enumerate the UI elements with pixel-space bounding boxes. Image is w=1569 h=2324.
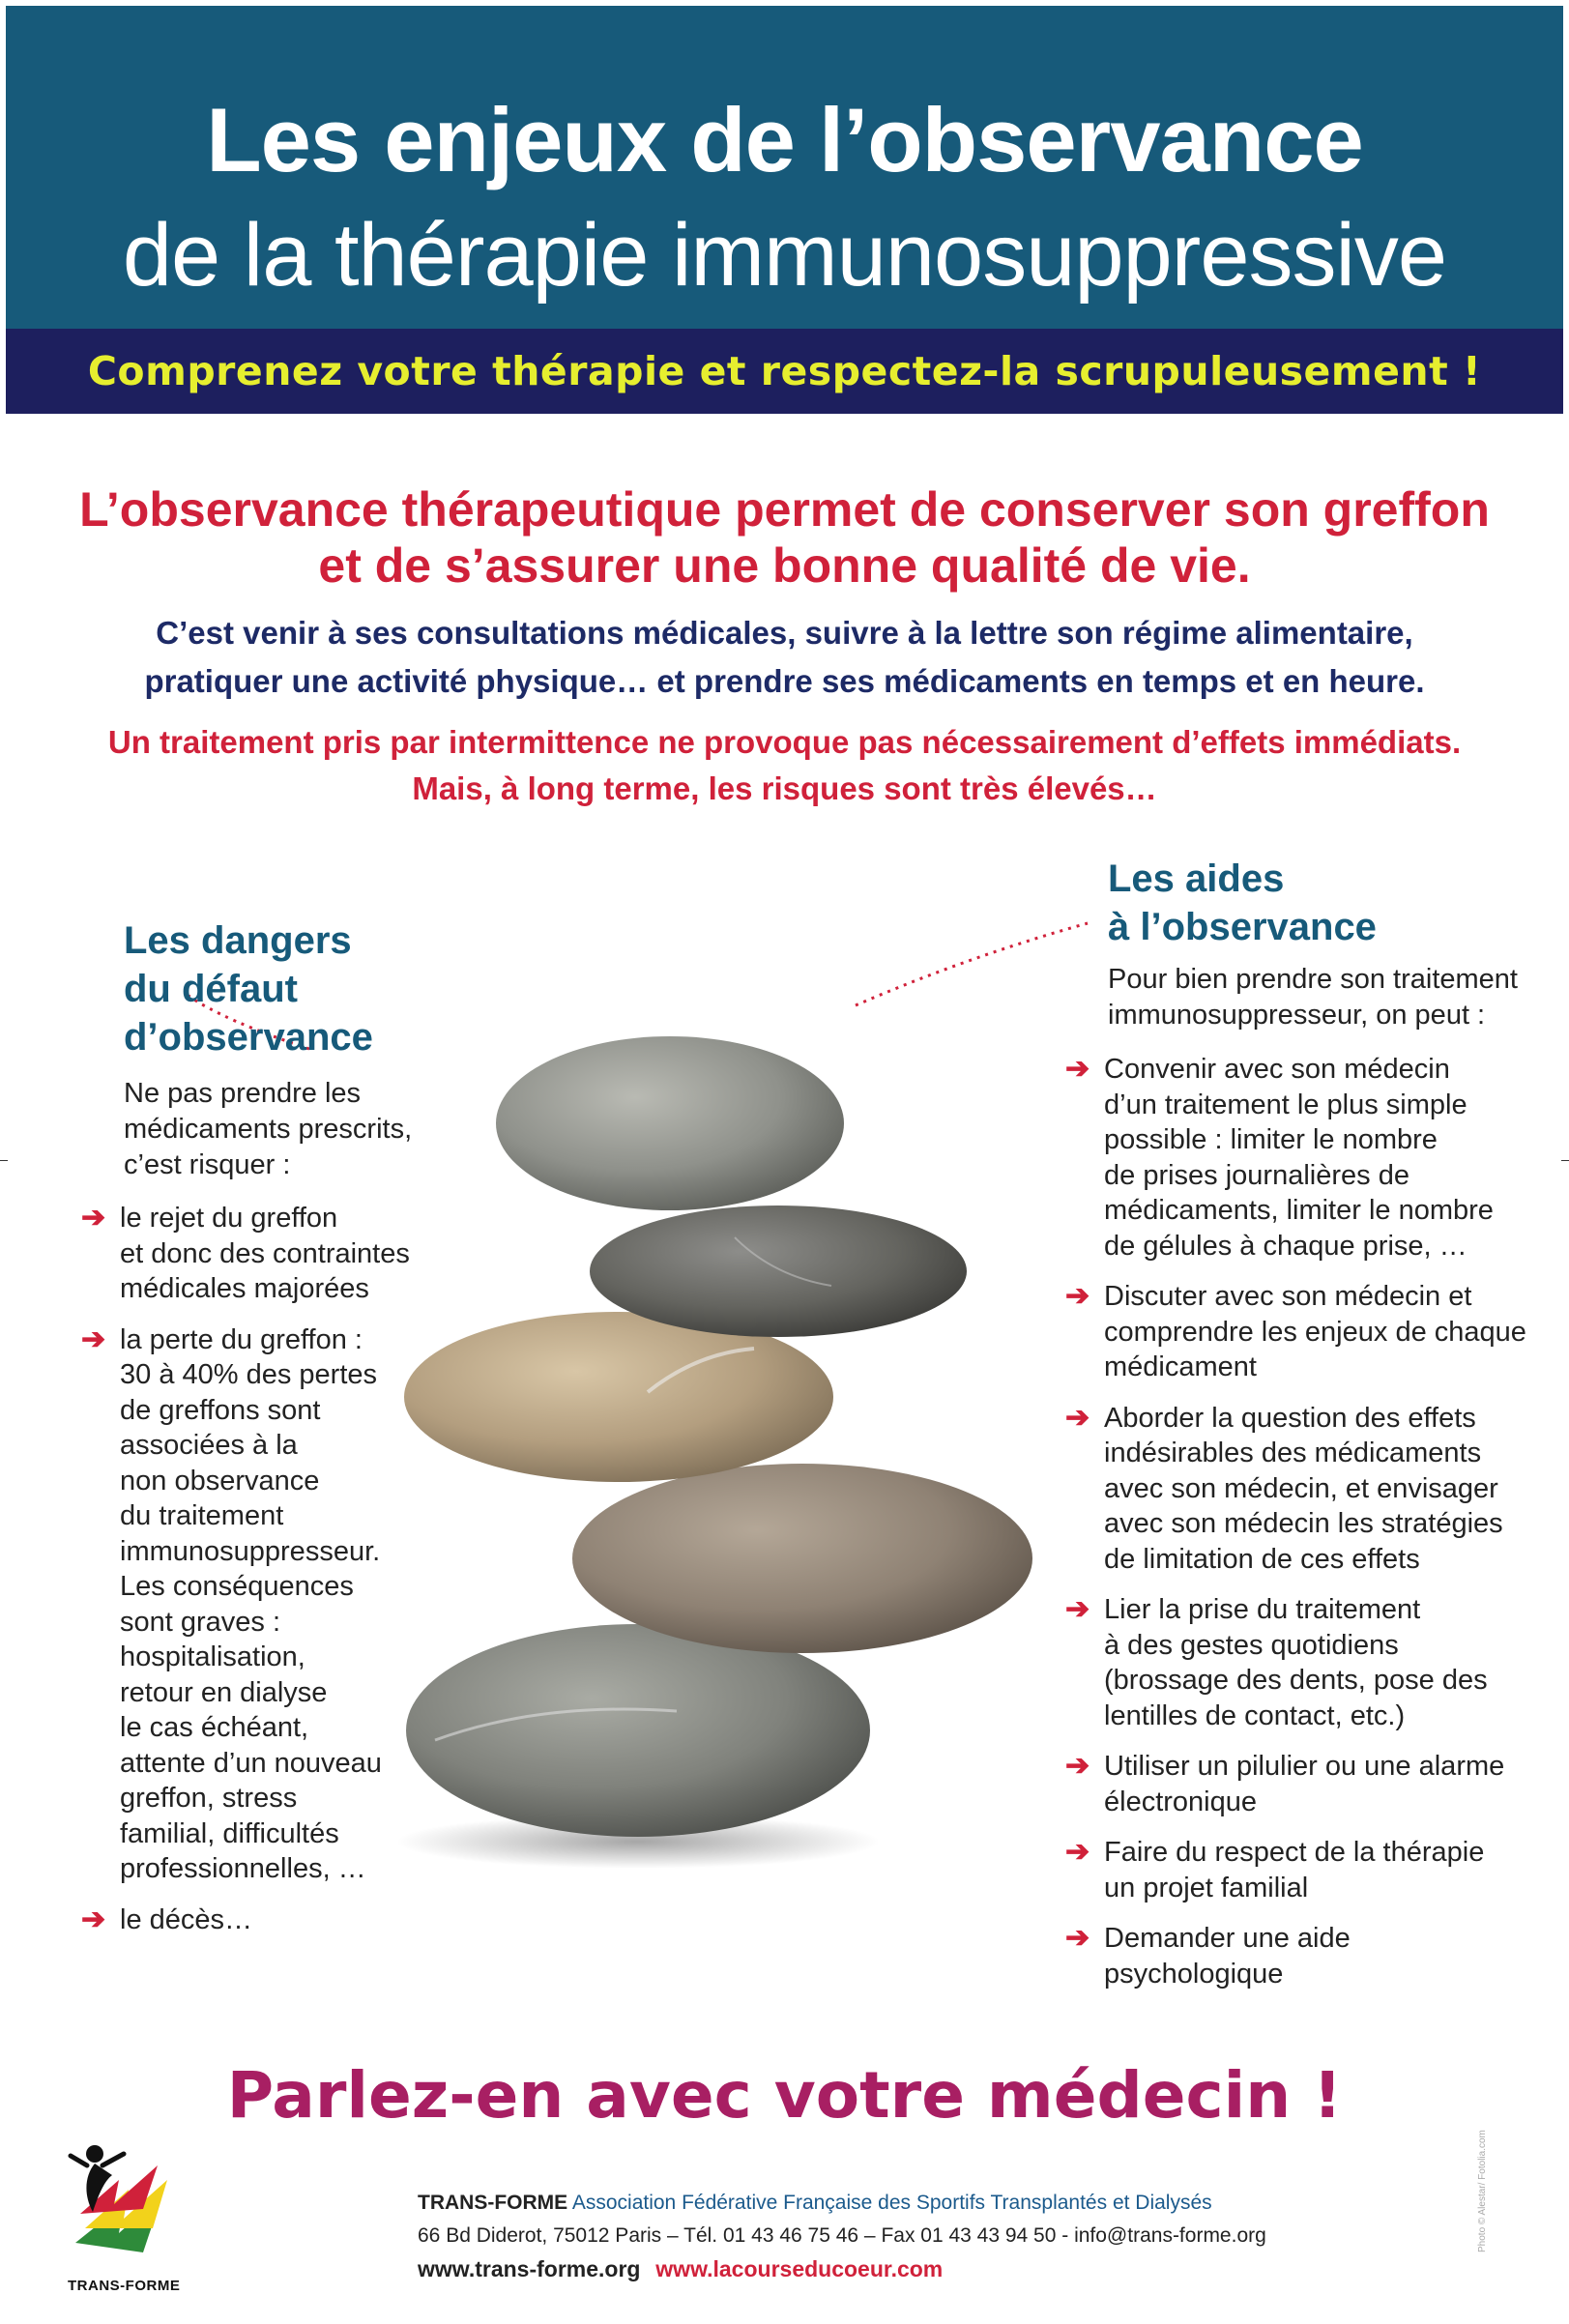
lead-line: et de s’assurer une bonne qualité de vie.: [318, 538, 1251, 593]
aides-item-line: médicaments, limiter le nombre: [1104, 1195, 1494, 1226]
dangers-title-line: du défaut: [124, 968, 298, 1010]
aides-item-line: de gélules à chaque prise, …: [1104, 1230, 1467, 1262]
aides-title-line: Les aides: [1108, 857, 1285, 900]
aides-item-line: Demander une aide: [1104, 1923, 1351, 1954]
right-arrow-icon: ➔: [1065, 1750, 1090, 1782]
dangers-item-line: greffon, stress: [120, 1783, 298, 1814]
footer-org-description: Association Fédérative Française des Sportifs Transplantés et Dialysés: [571, 2192, 1212, 2214]
dangers-intro-line: Ne pas prendre les: [124, 1078, 362, 1109]
dangers-item: [81, 1903, 429, 1938]
aides-intro: [1108, 962, 1533, 1033]
warning-line: Un traitement pris par intermittence ne provoque pas nécessairement d’effets immédiats.: [107, 724, 1462, 760]
aides-item-line: à des gestes quotidiens: [1104, 1629, 1399, 1661]
website-link-trans-forme[interactable]: www.trans-forme.org: [418, 2256, 641, 2281]
dangers-item-line: attente d’un nouveau: [120, 1747, 382, 1779]
aides-item-line: comprendre les enjeux de chaque: [1104, 1316, 1526, 1348]
dangers-item-line: la perte du greffon :: [120, 1323, 363, 1355]
dangers-item-line: non observance: [120, 1465, 320, 1496]
dangers-item-line: et donc des contraintes: [120, 1237, 410, 1269]
intro-line: pratiquer une activité physique… et prendre ses médicaments en temps et en heure.: [144, 663, 1425, 699]
aides-item-line: de prises journalières de: [1104, 1159, 1409, 1191]
dangers-list: [81, 1201, 429, 1953]
aides-item: [1065, 1835, 1529, 1905]
right-arrow-icon: ➔: [81, 1903, 106, 1935]
aides-item-line: Lier la prise du traitement: [1104, 1594, 1421, 1625]
footer-org-name: TRANS-FORME: [418, 2192, 568, 2214]
crop-mark: [0, 1160, 8, 1161]
aides-list: [1065, 1052, 1529, 2007]
aides-intro-line: immunosuppresseur, on peut :: [1108, 1000, 1486, 1031]
page-subtitle: de la thérapie immunosuppressive: [122, 206, 1447, 305]
aides-item-line: (brossage des dents, pose des: [1104, 1665, 1488, 1696]
dangers-item-line: Les conséquences: [120, 1571, 354, 1602]
aides-item-line: électronique: [1104, 1786, 1257, 1817]
tagline-band: [6, 329, 1563, 414]
dangers-item-line: hospitalisation,: [120, 1641, 305, 1672]
dangers-item-line: 30 à 40% des pertes: [120, 1359, 378, 1390]
footer-websites: [418, 2252, 1266, 2287]
aides-item-line: médicament: [1104, 1351, 1257, 1382]
aides-item: [1065, 1749, 1529, 1819]
aides-title: [1108, 855, 1377, 951]
dangers-item-line: sont graves :: [120, 1606, 281, 1638]
dangers-item-line: médicales majorées: [120, 1273, 369, 1304]
dangers-item-line: du traitement: [120, 1500, 284, 1531]
aides-item-line: Convenir avec son médecin: [1104, 1054, 1450, 1085]
header-banner: [6, 6, 1563, 329]
lead-line: L’observance thérapeutique permet de conserver son greffon: [79, 482, 1490, 537]
dangers-title-line: Les dangers: [124, 919, 352, 962]
photo-credit: Photo © Alestar/ Fotolia.com: [1477, 2130, 1488, 2252]
dangers-intro: [124, 1076, 472, 1183]
aides-item: [1065, 1921, 1529, 1991]
right-arrow-icon: ➔: [1065, 1053, 1090, 1085]
stone-vein: [648, 1349, 754, 1392]
dangers-item-line: le rejet du greffon: [120, 1203, 338, 1234]
lead-statement: [0, 481, 1569, 594]
right-arrow-icon: ➔: [1065, 1401, 1090, 1434]
right-arrow-icon: ➔: [1065, 1836, 1090, 1868]
aides-item: [1065, 1279, 1529, 1385]
right-arrow-icon: ➔: [1065, 1593, 1090, 1625]
aides-item-line: psychologique: [1104, 1958, 1284, 1990]
stone-middle: [404, 1312, 833, 1482]
stone-top: [496, 1036, 844, 1210]
aides-item: [1065, 1401, 1529, 1578]
dangers-item-line: le cas échéant,: [120, 1712, 309, 1743]
stone-bottom: [406, 1624, 870, 1837]
aides-item-line: Discuter avec son médecin et: [1104, 1281, 1472, 1312]
aides-item-line: avec son médecin, et envisager: [1104, 1472, 1498, 1504]
dangers-item-line: familial, difficultés: [120, 1817, 339, 1849]
dangers-item: [81, 1201, 429, 1307]
aides-item-line: possible : limiter le nombre: [1104, 1124, 1438, 1155]
tagline: Comprenez votre thérapie et respectez-la scrupuleusement !: [87, 348, 1482, 394]
aides-item-line: indésirables des médicaments: [1104, 1438, 1482, 1468]
aides-item-line: Faire du respect de la thérapie: [1104, 1837, 1485, 1868]
dangers-item-line: immunosuppresseur.: [120, 1535, 381, 1567]
dangers-item: [81, 1322, 429, 1887]
right-arrow-icon: ➔: [1065, 1922, 1090, 1954]
warning-paragraph: [0, 719, 1569, 812]
dangers-intro-line: c’est risquer :: [124, 1149, 291, 1180]
stone-second: [590, 1206, 967, 1337]
dangers-intro-line: médicaments prescrits,: [124, 1114, 413, 1145]
dangers-title: [124, 916, 373, 1061]
aides-item-line: de limitation de ces effets: [1104, 1543, 1420, 1575]
aides-item: [1065, 1592, 1529, 1733]
footer-org-line: [418, 2187, 1266, 2220]
stone-vein: [435, 1709, 677, 1740]
footer: [418, 2187, 1266, 2287]
aides-intro-line: Pour bien prendre son traitement: [1108, 964, 1518, 995]
stone-fourth: [572, 1464, 1032, 1653]
dangers-item-line: de greffons sont: [120, 1394, 321, 1426]
aides-title-line: à l’observance: [1108, 906, 1377, 948]
aides-item-line: lentilles de contact, etc.): [1104, 1699, 1406, 1731]
page-title: Les enjeux de l’observance: [206, 89, 1363, 190]
dangers-title-line: d’observance: [124, 1016, 373, 1059]
intro-paragraph: [0, 609, 1569, 706]
dangers-item-line: associées à la: [120, 1430, 298, 1461]
dangers-item-line: retour en dialyse: [120, 1676, 328, 1708]
crop-mark: [1561, 1160, 1569, 1161]
warning-line: Mais, à long terme, les risques sont très élevés…: [412, 770, 1157, 806]
logo-label: TRANS-FORME: [68, 2278, 181, 2294]
right-arrow-icon: ➔: [81, 1322, 106, 1355]
website-link-lacourseducoeur[interactable]: www.lacourseducoeur.com: [655, 2256, 944, 2281]
dangers-item-line: le décès…: [120, 1903, 253, 1935]
footer-address: 66 Bd Diderot, 75012 Paris – Tél. 01 43 46 75 46 – Fax 01 43 43 94 50 - info@trans-forme.org: [418, 2224, 1266, 2247]
aides-item-line: avec son médecin les stratégies: [1104, 1508, 1503, 1539]
call-to-action: Parlez-en avec votre médecin !: [226, 2058, 1343, 2133]
aides-item-line: d’un traitement le plus simple: [1104, 1089, 1467, 1120]
right-arrow-icon: ➔: [81, 1202, 106, 1234]
stone-vein: [735, 1237, 831, 1286]
trans-forme-logo: [66, 2136, 182, 2272]
aides-item-line: un projet familial: [1104, 1872, 1309, 1903]
dangers-item-line: professionnelles, …: [120, 1853, 366, 1884]
stone-shadow: [396, 1815, 880, 1869]
aides-item-line: Utiliser un pilulier ou une alarme: [1104, 1751, 1505, 1782]
dotted-connector-right: [856, 923, 1088, 1005]
intro-line: C’est venir à ses consultations médicales, suivre à la lettre son régime alimentaire,: [156, 615, 1413, 651]
right-arrow-icon: ➔: [1065, 1280, 1090, 1312]
aides-item-line: Aborder la question des effets: [1104, 1402, 1476, 1434]
aides-item: [1065, 1052, 1529, 1264]
